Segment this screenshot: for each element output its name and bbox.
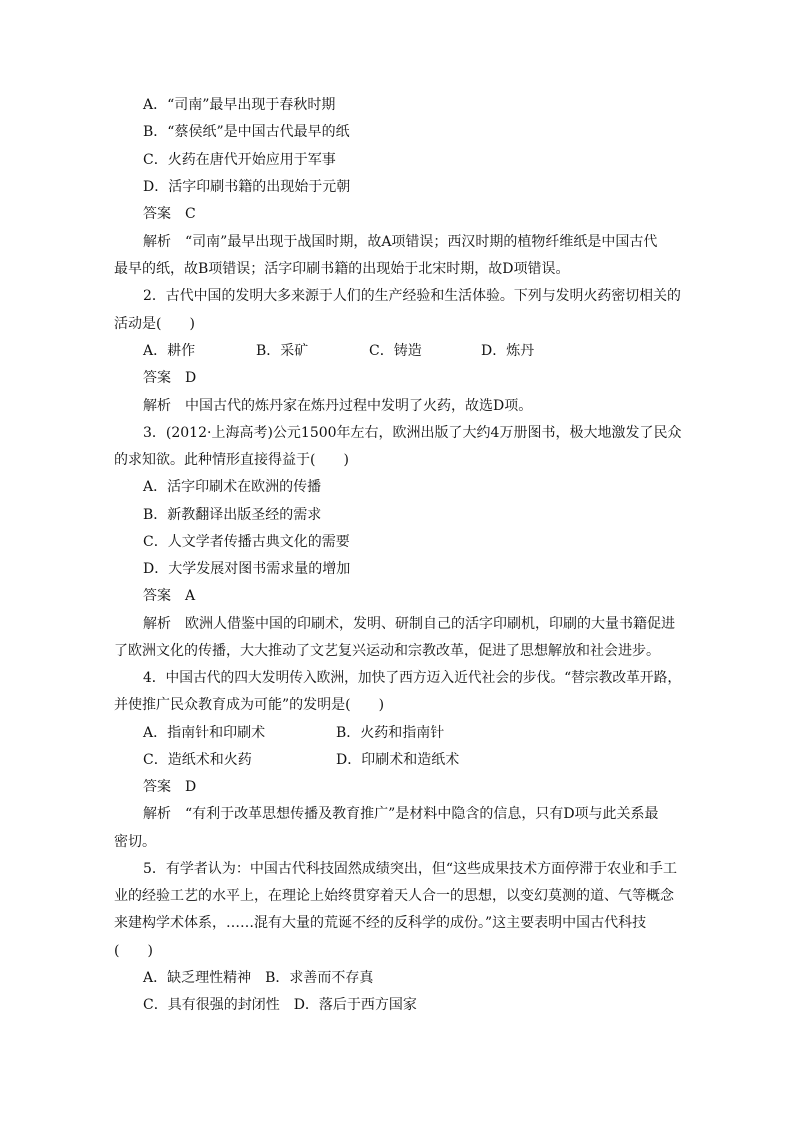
q3-option-d: D．大学发展对图书需求量的增加 [143,561,351,577]
q2-answer: 答案 D [143,370,197,386]
q5-options-line-2: C．具有很强的封闭性 D．落后于西方国家 [143,997,417,1013]
q4-stem-line-1: 4．中国古代的四大发明传入欧洲，加快了西方迈入近代社会的步伐。“替宗教改革开路， [143,670,682,686]
q4-option-a: A．指南针和印刷术 [143,725,266,741]
q4-analysis-line-1: 解析 “有利于改革思想传播及教育推广”是材料中隐含的信息，只有D项与此关系最 [143,806,659,822]
q3-option-b: B．新教翻译出版圣经的需求 [143,507,322,523]
q2-option-a: A．耕作 [143,343,196,359]
q3-answer: 答案 A [143,588,196,604]
q3-option-a: A．活字印刷术在欧洲的传播 [143,479,322,495]
q1-answer: 答案 C [143,206,196,222]
q3-analysis-line-1: 解析 欧洲人借鉴中国的印刷术，发明、研制自己的活字印刷机，印刷的大量书籍促进 [143,616,675,632]
q3-option-c: C．人文学者传播古典文化的需要 [143,534,350,550]
q4-option-d: D．印刷术和造纸术 [336,752,460,768]
q3-stem-line-2: 的求知欲。此种情形直接得益于( ) [114,452,349,468]
q5-stem-line-1: 5．有学者认为：中国古代科技固然成绩突出，但“这些成果技术方面停滞于农业和手工 [143,861,678,877]
q2-option-c: C．铸造 [369,343,422,359]
q4-stem-line-2: 并使推广民众教育成为可能”的发明是( ) [114,697,385,713]
q5-options-line-1: A．缺乏理性精神 B．求善而不存真 [143,970,374,986]
q5-stem-line-3: 来建构学术体系，……混有大量的荒诞不经的反科学的成份。”这主要表明中国古代科技 [114,915,647,931]
q2-analysis: 解析 中国古代的炼丹家在炼丹过程中发明了火药，故选D项。 [143,398,533,414]
q4-analysis-line-2: 密切。 [114,834,156,850]
q2-stem-line-1: 2．古代中国的发明大多来源于人们的生产经验和生活体验。下列与发明火药密切相关的 [143,288,681,304]
q5-stem-line-2: 业的经验工艺的水平上，在理论上始终贯穿着天人合一的思想，以变幻莫测的道、气等概念 [114,888,674,904]
q1-option-b: B．“蔡侯纸”是中国古代最早的纸 [143,124,350,140]
q1-analysis-line-1: 解析 “司南”最早出现于战国时期，故A项错误；西汉时期的植物纤维纸是中国古代 [143,234,658,250]
q2-option-d: D．炼丹 [481,343,535,359]
q2-option-b: B．采矿 [256,343,309,359]
q4-option-c: C．造纸术和火药 [143,752,252,768]
q1-option-c: C．火药在唐代开始应用于军事 [143,152,336,168]
q4-answer: 答案 D [143,779,197,795]
q3-stem-line-1: 3．(2012·上海高考)公元1500年左右，欧洲出版了大约4万册图书，极大地激发了民众 [143,425,682,441]
q4-option-b: B．火药和指南针 [336,725,445,741]
q1-analysis-line-2: 最早的纸，故B项错误；活字印刷书籍的出现始于北宋时期，故D项错误。 [114,261,570,277]
q2-stem-line-2: 活动是( ) [114,316,195,332]
q5-stem-line-4: ( ) [114,943,153,959]
q3-analysis-line-2: 了欧洲文化的传播，大大推动了文艺复兴运动和宗教改革，促进了思想解放和社会进步。 [114,643,660,659]
q1-option-a: A．“司南”最早出现于春秋时期 [143,97,336,113]
q1-option-d: D．活字印刷书籍的出现始于元朝 [143,179,351,195]
